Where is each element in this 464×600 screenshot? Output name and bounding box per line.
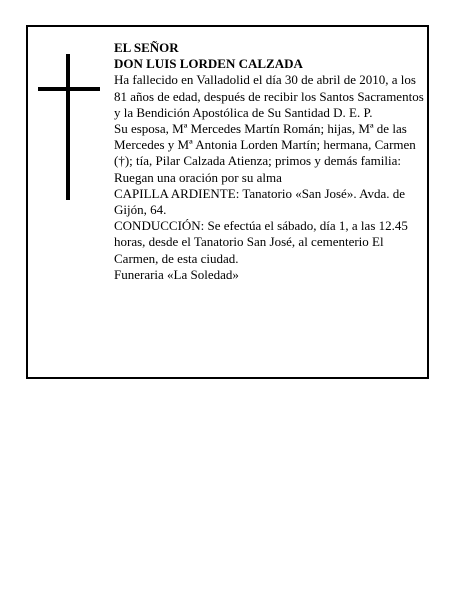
notice-text [114,40,426,283]
prayer-request: Ruegan una oración por su alma [114,169,282,185]
cross-vertical-bar [66,54,70,200]
chapel-info: CAPILLA ARDIENTE: Tanatorio «San José». Avda. de Gijón, 64. [114,185,406,218]
death-announcement: Ha fallecido en Valladolid el día 30 de abril de 2010, a los 81 años de edad, después de recibir los Santos Sacramentos y la Bendición Apostólica de Su Santidad D. E. P. [114,72,424,120]
family-list: Su esposa, Mª Mercedes Martín Román; hijas, Mª de las Mercedes y Mª Antonia Lorden Martín; hermana, Carmen (†); tía, Pilar Calzada Atienza; primos y demás familia: [114,121,416,169]
deceased-name: DON LUIS LORDEN CALZADA [114,56,303,72]
notice-title: EL SEÑOR [114,40,179,55]
obituary-notice [26,25,429,379]
cross-icon [38,54,100,200]
cross-horizontal-bar [38,87,100,91]
procession-info: CONDUCCIÓN: Se efectúa el sábado, día 1, a las 12.45 horas, desde el Tanatorio San José, al cementerio El Carmen, de esta ciudad. [114,218,408,266]
funeral-home: Funeraria «La Soledad» [114,266,239,282]
